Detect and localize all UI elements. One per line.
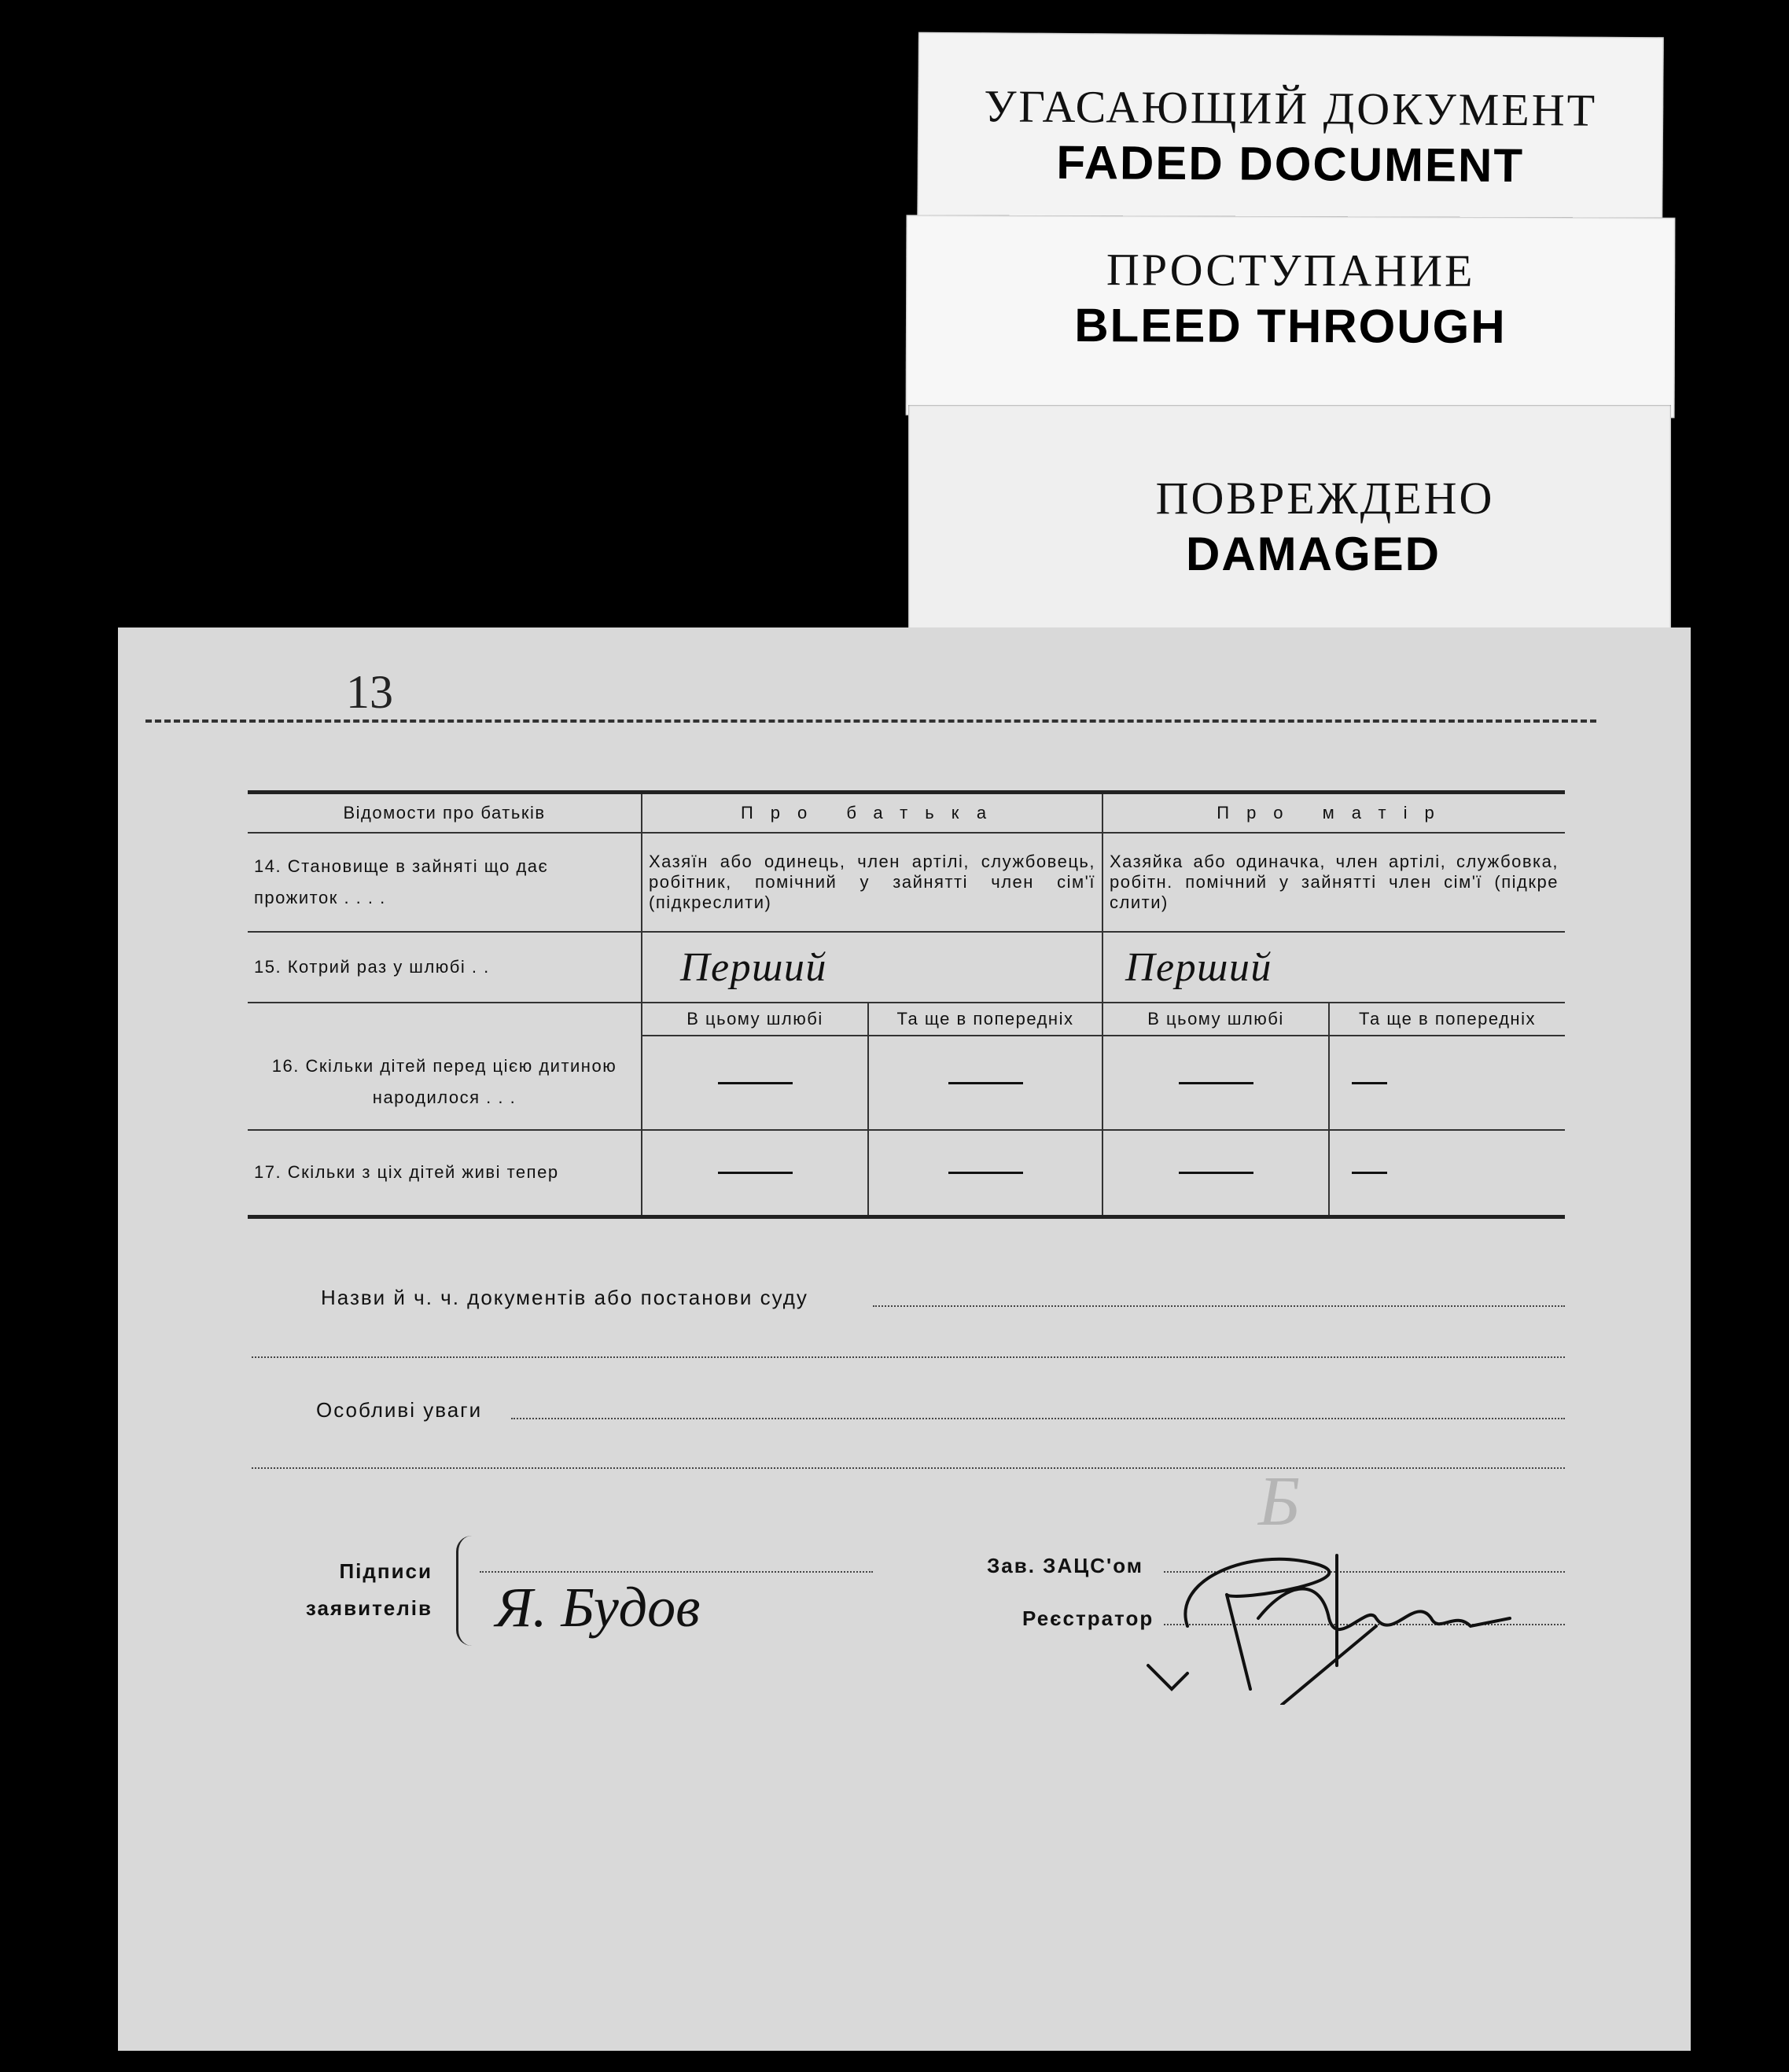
form-sheet [118,627,1691,2051]
r17-father-this [642,1130,868,1216]
registrar-label: Реєстратор [1022,1606,1154,1630]
r17-mother-this [1102,1130,1329,1216]
signatures-label-1: Підписи [339,1559,433,1583]
r17-mother-previous [1329,1130,1565,1216]
signature-line-1 [480,1571,873,1573]
bleed-through-label [906,215,1676,418]
notes-line-2 [252,1467,1565,1469]
head-label: Зав. ЗАЦС'ом [987,1554,1143,1577]
header-father: Про батька [642,793,1102,834]
father-this-marriage-head: В цьому шлюбі [642,1003,868,1036]
r16-father-previous [868,1036,1102,1130]
father-marriage-count [642,932,1102,1003]
applicant-signature: Я. Будов [495,1576,701,1639]
signatures-brace [456,1536,473,1646]
damaged-label-en: DAMAGED [1186,528,1441,580]
mother-occupation: Хазяйка або одиначка, член артілі, службовка, робітн. помічний у зайнятті член сім'ї (підкре слити) [1102,833,1565,932]
question-17: 17. Скільки з ціх дітей живі тепер [248,1130,642,1216]
documents-line-2 [252,1356,1565,1358]
parents-table [248,790,1565,1219]
handwritten-dash [1352,1172,1387,1174]
faded-label-ru: УГАСАЮЩИЙ ДОКУМЕНТ [984,80,1598,136]
question-15: 15. Котрий раз у шлюбі . . [248,932,642,1003]
r16-father-this [642,1036,868,1130]
handwritten-dash [1179,1172,1253,1174]
header-mother: Про матір [1102,793,1565,834]
question-14: 14. Становище в зайняті що дає прожиток . . . . [248,833,642,932]
mother-marriage-count [1102,932,1565,1003]
bleed-label-ru: ПРОСТУПАНИЕ [1106,244,1475,296]
notes-line [511,1418,1565,1419]
signatures-label-2: заявителів [305,1596,433,1620]
registrar-signature [1140,1532,1549,1705]
sheet-mark: 13 [346,666,393,718]
father-marriage-handwriting: Перший [680,944,827,990]
damaged-label-ru: ПОВРЕЖДЕНО [1155,473,1495,524]
handwritten-dash [948,1082,1023,1084]
faded-document-label [917,32,1664,234]
cut-line [145,719,1596,723]
header-parents: Відомости про батьків [248,793,642,834]
r16-mother-this [1102,1036,1329,1130]
mother-this-marriage-head: В цьому шлюбі [1102,1003,1329,1036]
r16-mother-previous [1329,1036,1565,1130]
question-16: 16. Скільки дітей перед цією дитиною народилося . . . [248,1003,642,1130]
father-previous-head: Та ще в попередніх [868,1003,1102,1036]
handwritten-dash [948,1172,1023,1174]
notes-label: Особливі уваги [316,1398,483,1422]
bleed-label-en: BLEED THROUGH [1074,299,1507,353]
r17-father-previous [868,1130,1102,1216]
handwritten-dash [718,1172,793,1174]
mother-marriage-handwriting: Перший [1125,944,1272,990]
bleed-through-ghost: Б [1258,1463,1301,1540]
documents-line [873,1305,1565,1307]
damaged-label [908,405,1671,629]
mother-previous-head: Та ще в попередніх [1329,1003,1565,1036]
handwritten-dash [1352,1082,1387,1084]
documents-label: Назви й ч. ч. документів або постанови суду [321,1286,808,1309]
handwritten-dash [718,1082,793,1084]
handwritten-dash [1179,1082,1253,1084]
father-occupation: Хазяїн або одинець, член артілі, службовець, робітник, помічний у зайнятті член сім'ї (підкреслити) [642,833,1102,932]
faded-label-en: FADED DOCUMENT [1056,135,1525,193]
